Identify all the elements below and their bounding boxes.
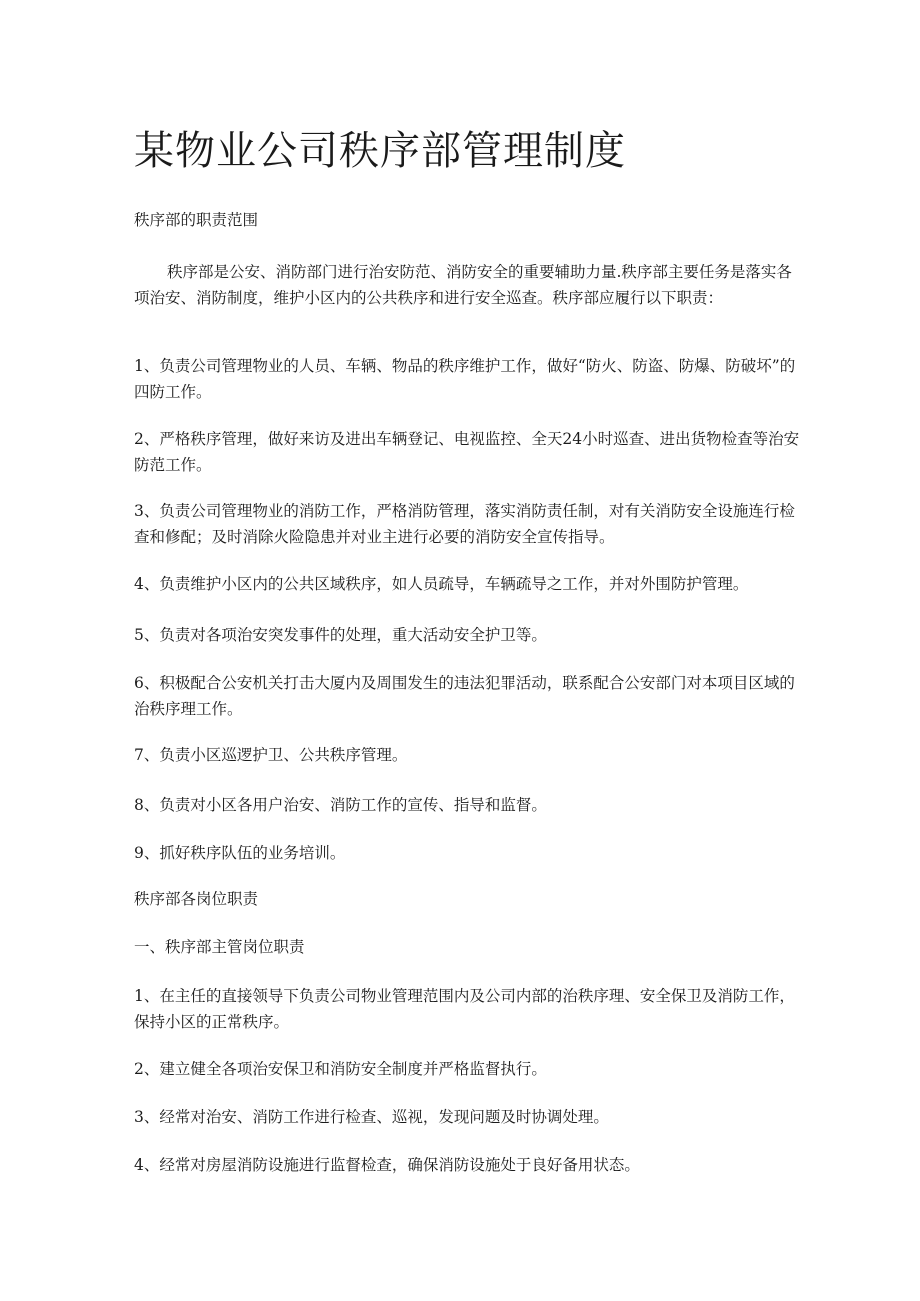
supervisor-duty-2: 2、建立健全各项治安保卫和消防安全制度并严格监督执行。 [134, 1060, 547, 1078]
duty-item-9: 9、抓好秩序队伍的业务培训。 [134, 844, 346, 862]
duty-item-8: 8、负责对小区各用户治安、消防工作的宣传、指导和监督。 [134, 796, 547, 814]
duty-item-4: 4、负责维护小区内的公共区域秩序，如人员疏导，车辆疏导之工作，并对外围防护管理。 [134, 575, 749, 593]
section-heading-positions: 秩序部各岗位职责 [134, 890, 259, 908]
intro-paragraph: 秩序部是公安、消防部门进行治安防范、消防安全的重要辅助力量.秩序部主要任务是落实各项治安、消防制度，维护小区内的公共秩序和进行安全巡查。秩序部应履行以下职责： [134, 263, 792, 307]
document-title: 某物业公司秩序部管理制度 [134, 128, 626, 174]
duty-item-1: 1、负责公司管理物业的人员、车辆、物品的秩序维护工作，做好“防火、防盗、防爆、防破坏”的四防工作。 [134, 357, 796, 401]
duty-item-3: 3、负责公司管理物业的消防工作，严格消防管理，落实消防责任制，对有关消防安全设施连行检查和修配；及时消除火险隐患并对业主进行必要的消防安全宣传指导。 [134, 502, 795, 546]
duty-item-6: 6、积极配合公安机关打击大厦内及周围发生的违法犯罪活动，联系配合公安部门对本项目区域的治秩序理工作。 [134, 674, 795, 718]
supervisor-duty-4: 4、经常对房屋消防设施进行监督检查，确保消防设施处于良好备用状态。 [134, 1156, 640, 1174]
duty-item-2: 2、严格秩序管理，做好来访及进出车辆登记、电视监控、全天24小时巡查、进出货物检查等治安防范工作。 [134, 430, 800, 474]
subsection-heading-supervisor: 一、秩序部主管岗位职责 [134, 938, 305, 956]
duty-item-5: 5、负责对各项治安突发事件的处理，重大活动安全护卫等。 [134, 626, 547, 644]
supervisor-duty-3: 3、经常对治安、消防工作进行检查、巡视，发现问题及时协调处理。 [134, 1108, 609, 1126]
duty-item-7: 7、负责小区巡逻护卫、公共秩序管理。 [134, 746, 408, 764]
supervisor-duty-1: 1、在主任的直接领导下负责公司物业管理范围内及公司内部的治秩序理、安全保卫及消防工作，保持小区的正常秩序。 [134, 987, 795, 1031]
section-heading-duties-scope: 秩序部的职责范围 [134, 211, 259, 229]
